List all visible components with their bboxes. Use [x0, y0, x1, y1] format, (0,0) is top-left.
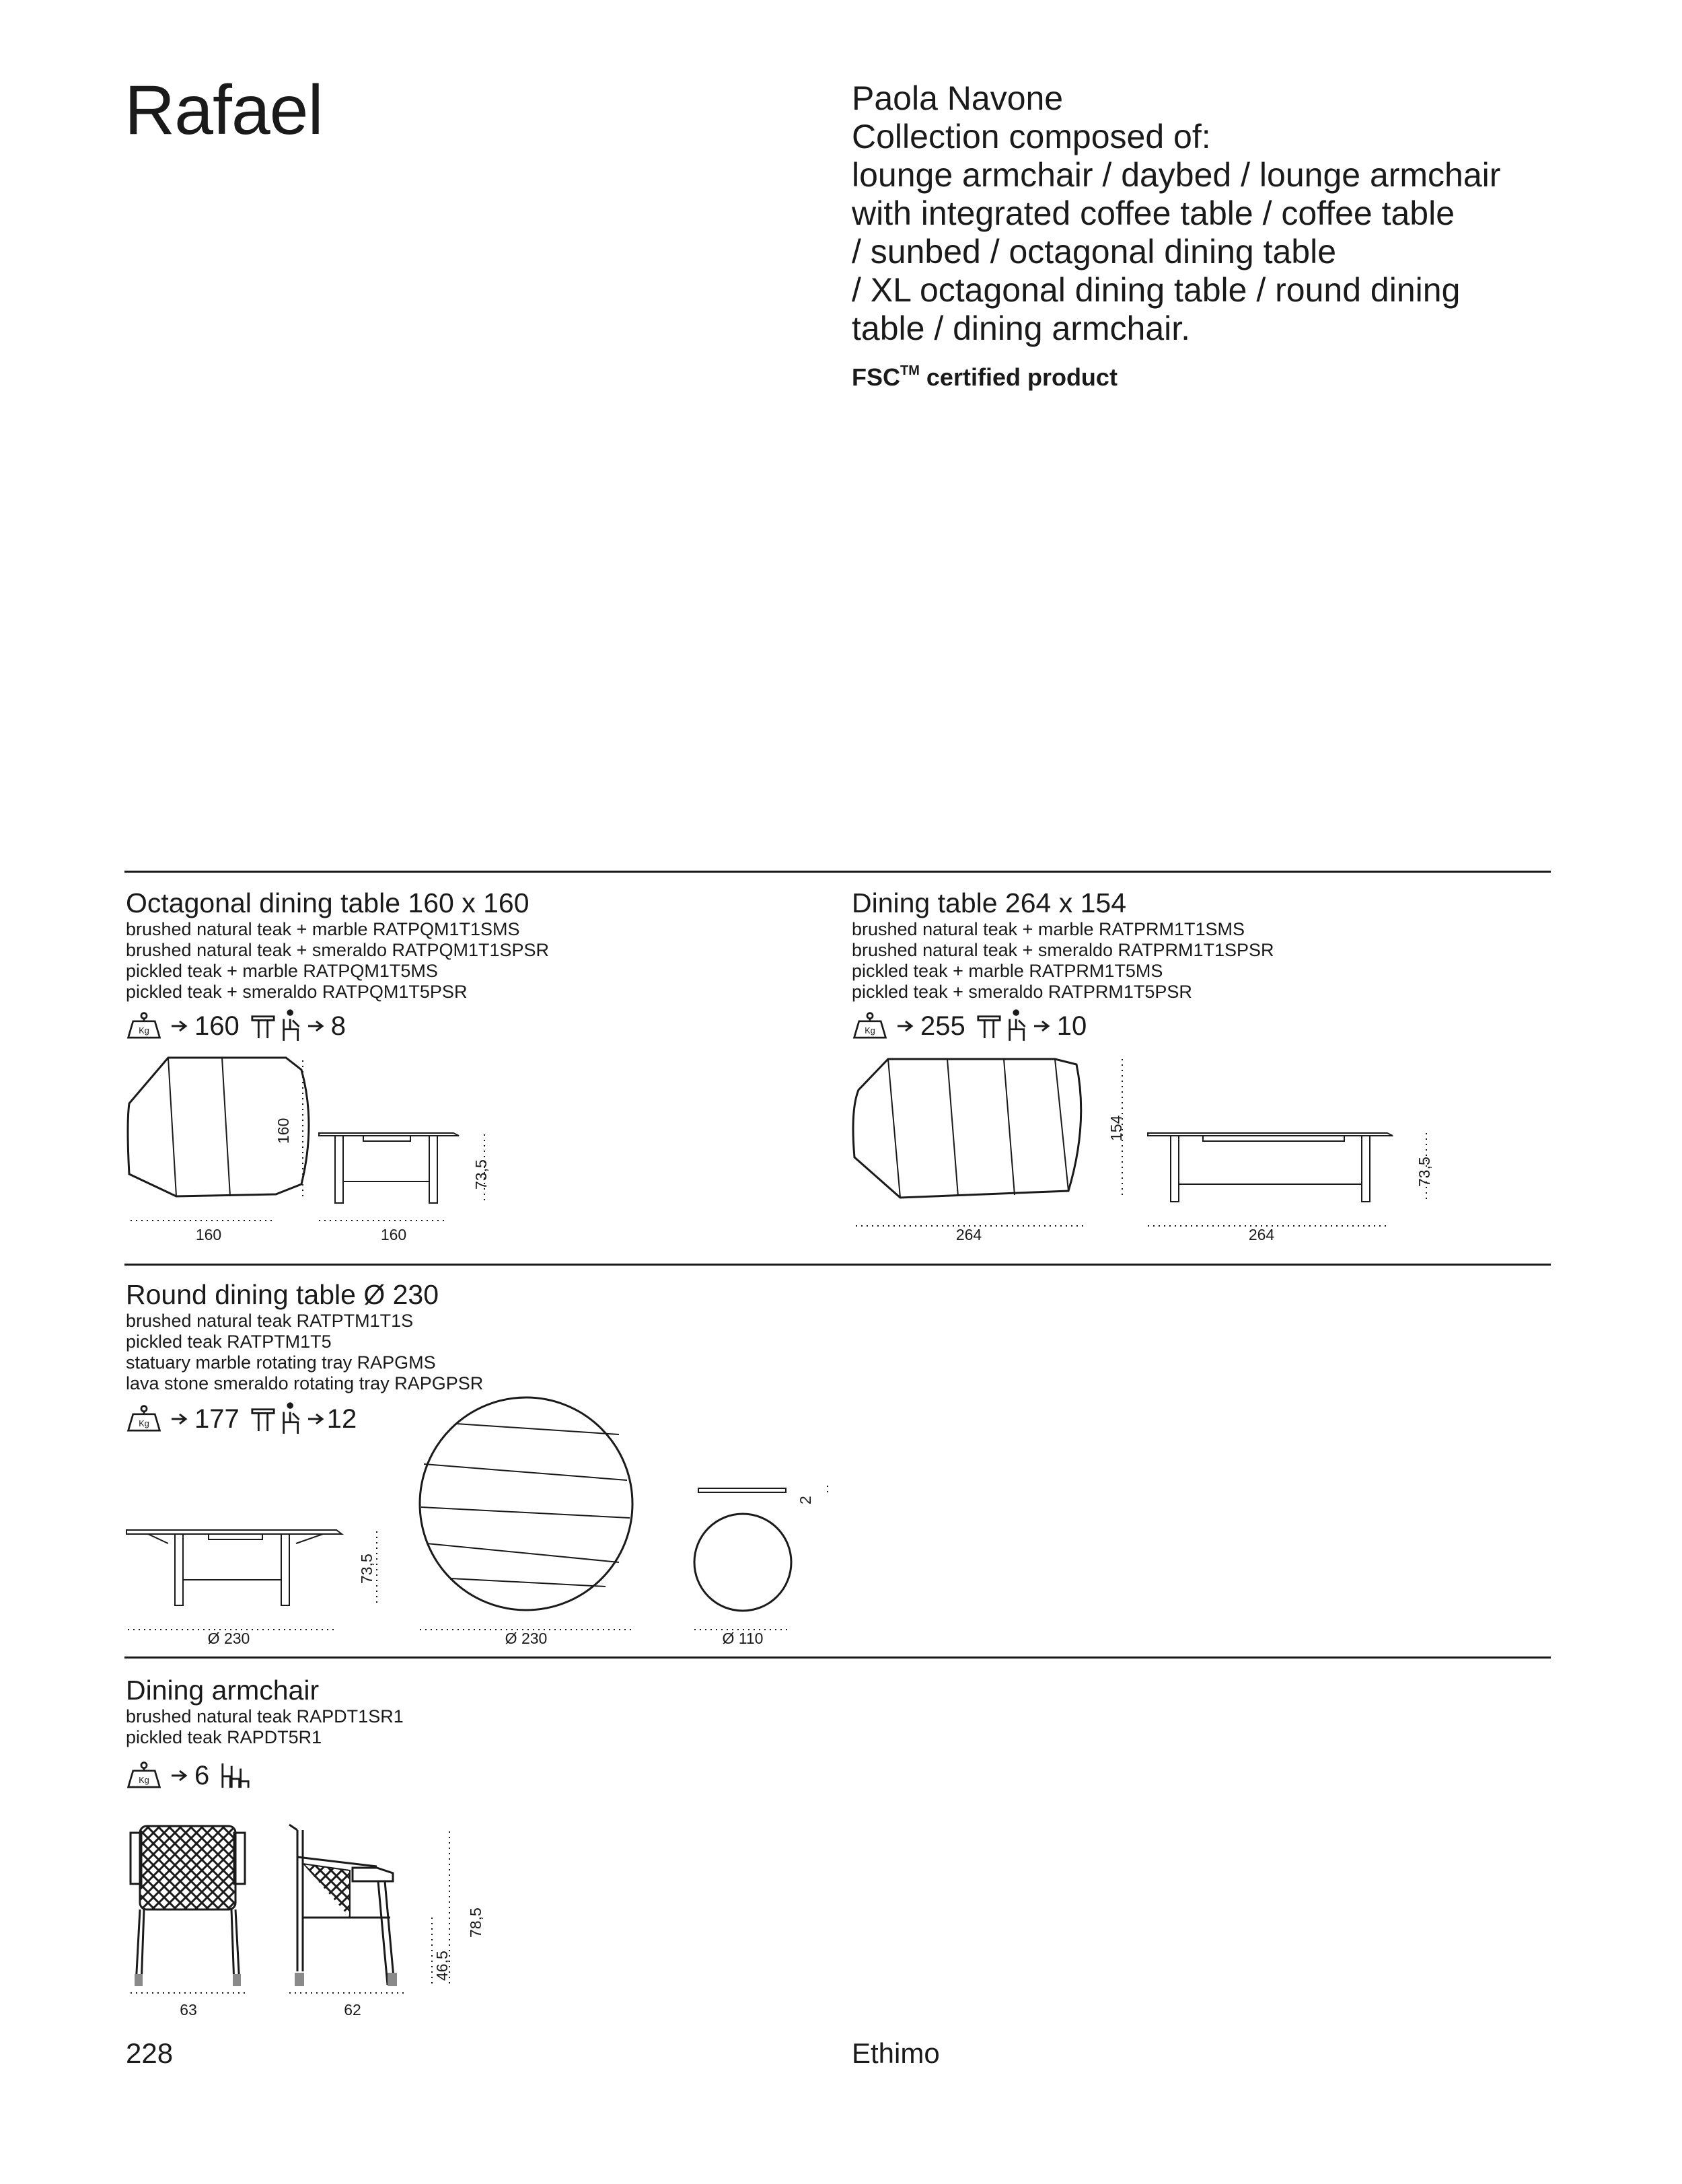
arrow-right-icon	[1031, 1016, 1052, 1036]
page-number: 228	[126, 2037, 174, 2069]
dimension-label: 160	[380, 1226, 407, 1243]
rotating-tray-side	[698, 1488, 786, 1492]
variant-line: pickled teak + marble RATPQM1T5MS	[126, 961, 438, 981]
rotating-tray-plan	[694, 1514, 791, 1611]
dimension-label: 78,5	[467, 1907, 484, 1938]
plank-line	[1055, 1059, 1068, 1191]
dimension-label: 2	[797, 1496, 814, 1504]
collection-line: table / dining armchair.	[852, 310, 1191, 347]
collection-line: / sunbed / octagonal dining table	[852, 233, 1336, 270]
product-spec	[126, 1759, 250, 1792]
dimension-label: 73,5	[472, 1159, 490, 1190]
table-icon	[250, 1011, 276, 1041]
variant-line: lava stone smeraldo rotating tray RAPGPSR	[126, 1373, 484, 1393]
armchair-side-back	[289, 1825, 303, 1971]
dimension-label: 160	[195, 1226, 222, 1243]
dimension-label: 63	[180, 2001, 197, 2018]
dimension-label: 264	[955, 1226, 982, 1243]
dimension-label: 160	[275, 1118, 292, 1144]
plank-line	[947, 1059, 958, 1196]
plank-line	[427, 1543, 619, 1562]
product-spec	[126, 1009, 357, 1043]
dimension-label: 73,5	[358, 1554, 375, 1584]
leg-foot	[135, 1974, 143, 1986]
round-table-side	[126, 1530, 342, 1534]
product-spec	[852, 1009, 1097, 1043]
dimension-label: 154	[1107, 1115, 1125, 1141]
collection-line: with integrated coffee table / coffee table	[852, 194, 1455, 232]
arrow-right-icon	[895, 1016, 915, 1036]
arrow-right-icon	[305, 1016, 326, 1036]
variant-line: brushed natural teak RAPDT1SR1	[126, 1706, 404, 1726]
dining-table-plan	[853, 1059, 1081, 1198]
seats-value: 8	[330, 1011, 346, 1041]
table-legs	[1171, 1136, 1370, 1202]
seats-value: 12	[326, 1404, 357, 1434]
section-divider	[124, 871, 1551, 873]
product-variants	[126, 919, 549, 1003]
variant-line: pickled teak RAPDT5R1	[126, 1727, 322, 1747]
weight-value: 255	[920, 1011, 965, 1041]
weight-value: 160	[194, 1011, 240, 1041]
leg-foot	[295, 1973, 304, 1986]
octagonal-table-drawings	[121, 1050, 511, 1251]
collection-line: / XL octagonal dining table / round dining	[852, 271, 1461, 309]
arrow-right-icon	[169, 1766, 189, 1786]
variant-line: pickled teak RATPTM1T5	[126, 1332, 332, 1352]
seats-value: 10	[1056, 1011, 1087, 1041]
plank-line	[421, 1507, 630, 1518]
plank-line	[222, 1058, 230, 1196]
plank-line	[451, 1578, 606, 1587]
round-table-drawings	[121, 1379, 834, 1635]
leg-foot	[233, 1974, 241, 1986]
plank-line	[888, 1059, 900, 1198]
product-variants	[852, 919, 1274, 1003]
octagonal-table-side	[319, 1133, 459, 1136]
plank-line	[168, 1058, 176, 1196]
weight-kg-icon	[126, 1012, 162, 1040]
plank-line	[1004, 1059, 1015, 1195]
collection-line: Collection composed of:	[852, 118, 1211, 155]
section-divider	[124, 1657, 1551, 1659]
table-icon	[976, 1011, 1002, 1041]
plank-line	[456, 1424, 619, 1434]
stackable-chair-icon	[220, 1761, 250, 1790]
variant-line: pickled teak + marble RATPRM1T5MS	[852, 961, 1163, 981]
brand-name: Ethimo	[852, 2037, 940, 2069]
variant-line: brushed natural teak + marble RATPQM1T1SMS	[126, 919, 520, 939]
leg-foot	[388, 1973, 397, 1986]
dimension-label: Ø 230	[207, 1630, 250, 1647]
dimension-label: Ø 110	[722, 1630, 764, 1647]
variant-line: pickled teak + smeraldo RATPQM1T5PSR	[126, 982, 468, 1002]
dining-table-side	[1148, 1133, 1393, 1136]
variant-line: pickled teak + smeraldo RATPRM1T5PSR	[852, 982, 1192, 1002]
plank-line	[424, 1464, 627, 1480]
dimension-label: 264	[1248, 1226, 1275, 1243]
seated-person-icon	[280, 1009, 305, 1044]
seated-person-icon	[1006, 1009, 1031, 1044]
product-variants	[126, 1706, 404, 1748]
section-divider	[124, 1264, 1551, 1266]
dimension-label: Ø 230	[505, 1630, 548, 1647]
variant-line: brushed natural teak RATPTM1T1S	[126, 1311, 414, 1331]
dining-table-drawings	[846, 1050, 1452, 1251]
page-title: Rafael	[124, 71, 323, 149]
dimension-label: 46,5	[433, 1951, 451, 1981]
product-title: Octagonal dining table 160 x 160	[126, 887, 529, 918]
collection-line: lounge armchair / daybed / lounge armchair	[852, 156, 1501, 194]
dimension-label: 62	[344, 2001, 361, 2018]
dimension-label: 73,5	[1416, 1157, 1433, 1187]
arrow-right-icon	[169, 1016, 189, 1036]
armchair-legs	[136, 1909, 240, 1985]
fsc-certification: FSC™ certified product	[852, 363, 1118, 391]
armchair-back-weave	[140, 1826, 235, 1909]
product-title: Dining armchair	[126, 1675, 320, 1706]
designer-name: Paola Navone	[852, 79, 1064, 117]
variant-line: brushed natural teak + smeraldo RATPQM1T1SPSR	[126, 940, 550, 960]
table-legs	[148, 1534, 323, 1605]
weight-kg-icon	[852, 1012, 888, 1040]
armchair-drawings	[121, 1817, 511, 1992]
variant-line: brushed natural teak + smeraldo RATPRM1T1SPSR	[852, 940, 1274, 960]
armchair-side-weave	[303, 1864, 350, 1918]
table-legs	[335, 1136, 437, 1203]
collection-intro	[852, 79, 1632, 348]
variant-line: statuary marble rotating tray RAPGMS	[126, 1352, 436, 1373]
weight-value: 177	[194, 1404, 240, 1434]
product-title: Round dining table Ø 230	[126, 1279, 439, 1310]
product-title: Dining table 264 x 154	[852, 887, 1127, 918]
weight-kg-icon	[126, 1761, 162, 1790]
variant-line: brushed natural teak + marble RATPRM1T1SMS	[852, 919, 1245, 939]
weight-value: 6	[194, 1760, 210, 1790]
